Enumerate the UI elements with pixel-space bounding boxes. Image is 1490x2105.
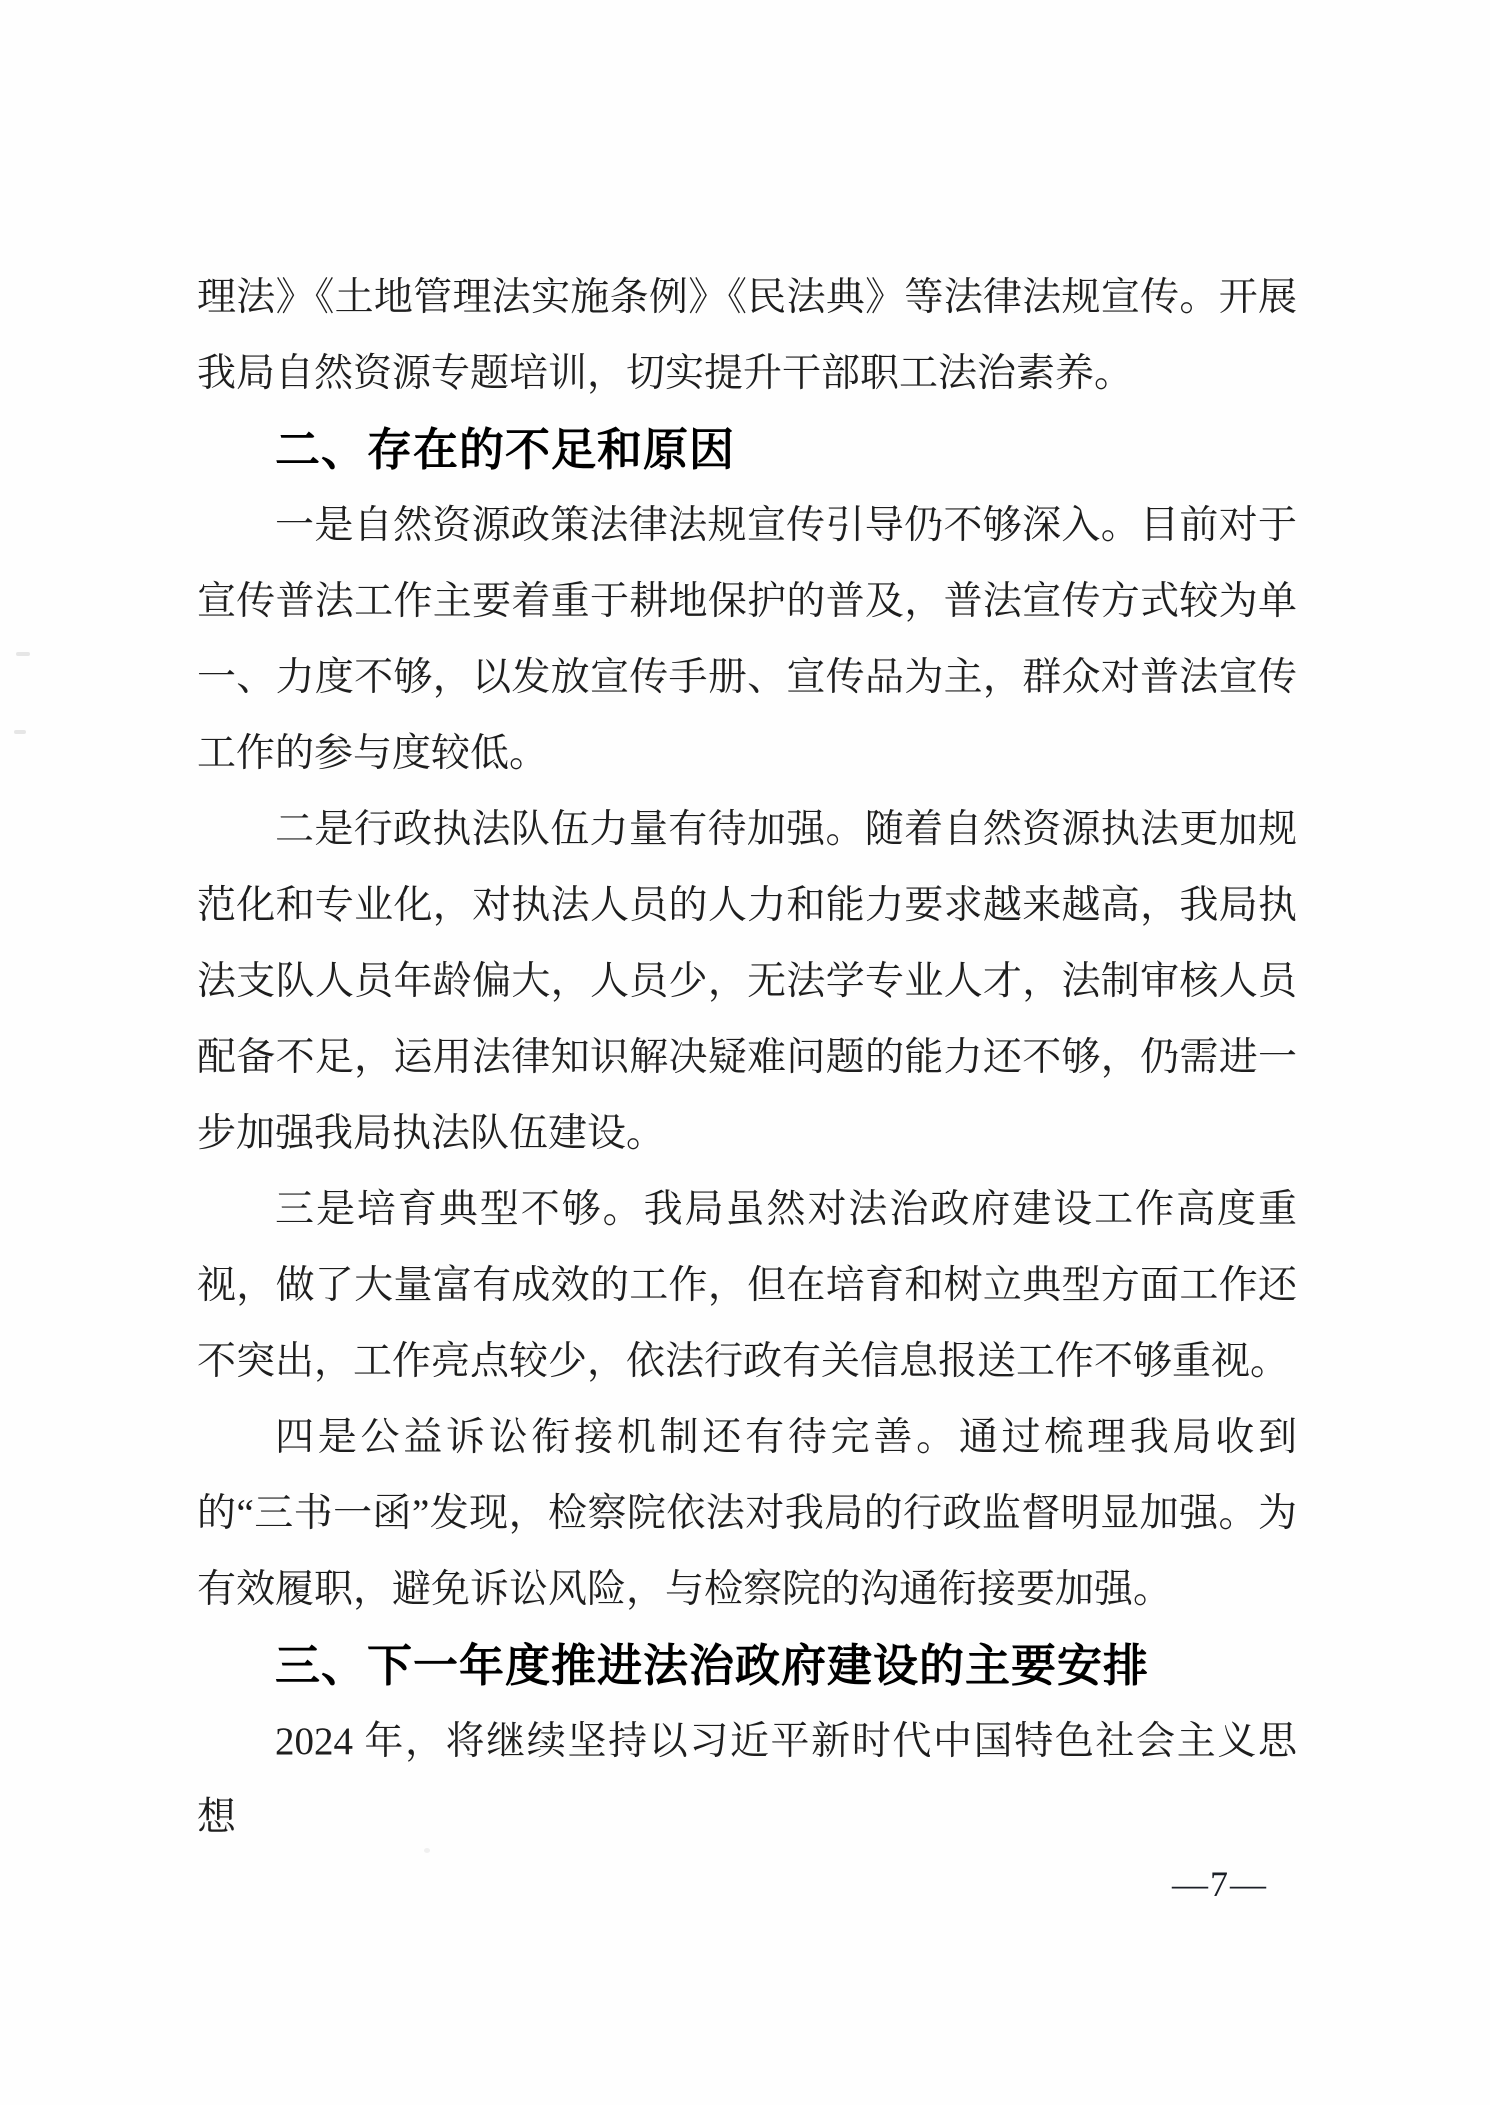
paragraph-continuation: 理法》《土地管理法实施条例》《民法典》等法律法规宣传。开展我局自然资源专题培训，切实提升干部职工法治素养。: [197, 276, 1297, 395]
section-heading-next-year-plan: 三、下一年度推进法治政府建设的主要安排: [275, 1640, 1150, 1691]
paragraph-issue-1: 一是自然资源政策法律法规宣传引导仍不够深入。目前对于宣传普法工作主要着重于耕地保护的普及，普法宣传方式较为单一、力度不够，以发放宣传手册、宣传品为主，群众对普法宣传工作的参与度较低。: [197, 504, 1297, 775]
scan-speck: [16, 652, 30, 656]
paragraph-issue-3: 三是培育典型不够。我局虽然对法治政府建设工作高度重视，做了大量富有成效的工作，但在培育和树立典型方面工作还不突出，工作亮点较少，依法行政有关信息报送工作不够重视。: [197, 1188, 1297, 1383]
document-body: [197, 260, 1297, 1856]
paragraph-issue-2: 二是行政执法队伍力量有待加强。随着自然资源执法更加规范化和专业化，对执法人员的人力和能力要求越来越高，我局执法支队人员年龄偏大，人员少，无法学专业人才，法制审核人员配备不足，运用法律知识解决疑难问题的能力还不够，仍需进一步加强我局执法队伍建设。: [197, 808, 1297, 1155]
page-number: —7—: [1172, 1864, 1268, 1904]
paragraph-plan-intro: 2024 年，将继续坚持以习近平新时代中国特色社会主义思想: [197, 1720, 1297, 1839]
paragraph-issue-4: 四是公益诉讼衔接机制还有待完善。通过梳理我局收到的“三书一函”发现，检察院依法对我局的行政监督明显加强。为有效履职，避免诉讼风险，与检察院的沟通衔接要加强。: [197, 1416, 1297, 1611]
scan-speck: [424, 1848, 430, 1853]
scan-speck: [14, 730, 26, 734]
section-heading-shortcomings: 二、存在的不足和原因: [275, 424, 736, 475]
